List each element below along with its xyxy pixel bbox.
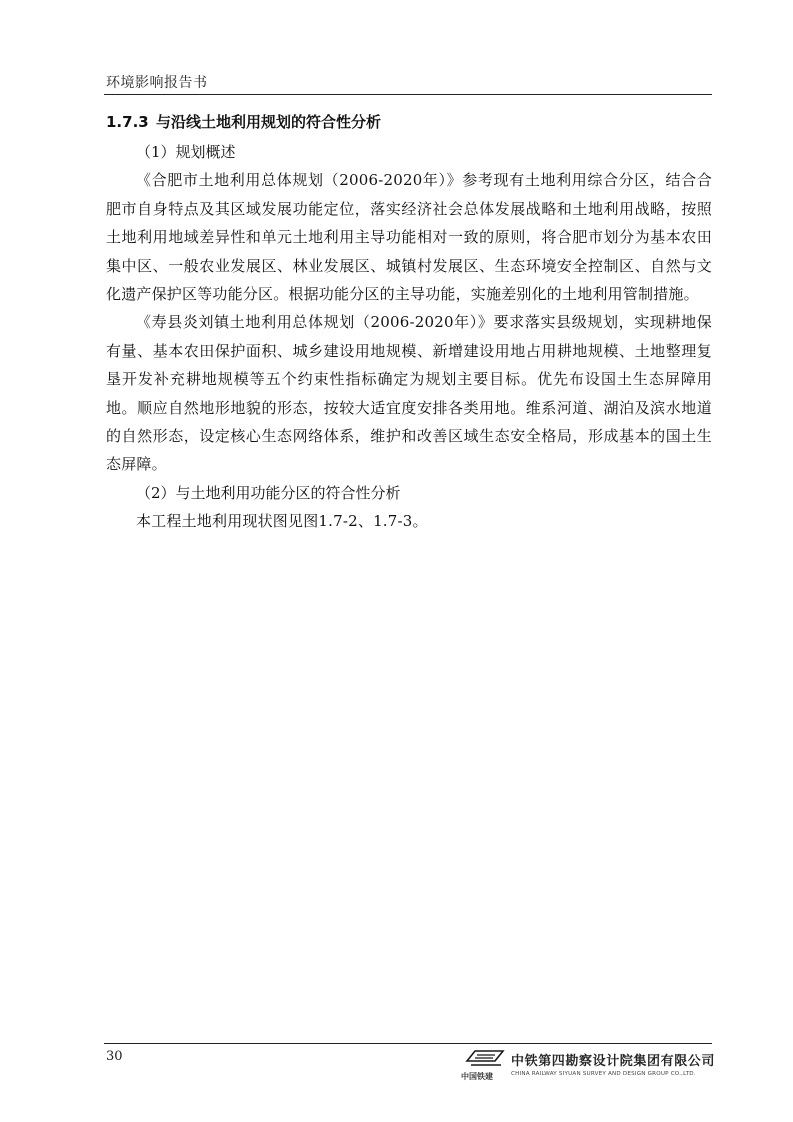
paragraph-figure-reference: 本工程土地利用现状图见图1.7-2、1.7-3。 [136, 512, 428, 531]
company-name-chinese: 中铁第四勘察设计院集团有限公司 [511, 1054, 716, 1069]
page-number: 30 [106, 1049, 123, 1064]
paragraph-hefei-plan: 《合肥市土地利用总体规划（2006-2020年）》参考现有土地利用综合分区，结合合肥市自身特点及其区域发展功能定位，落实经济社会总体发展战略和土地利用战略，按照土地利用地域差异性和单元土地利用主导功能相对一致的原则，将合肥市划分为基本农田集中区、一般农业发展区、林业发展区、城镇村发展区、生态环境安全控制区、自然与文化遗产保护区等功能分区。根据功能分区的主导功能，实施差别化的土地利用管制措施。 [106, 171, 712, 304]
crcc-logo-icon [465, 1047, 505, 1069]
paragraph-shouxian-plan: 《寿县炎刘镇土地利用总体规划（2006-2020年）》要求落实县级规划，实现耕地保有量、基本农田保护面积、城乡建设用地规模、新增建设用地占用耕地规模、土地整理复垦开发补充耕地规模等五个约束性指标确定为规划主要目标。优先布设国土生态屏障用地。顺应自然地形地貌的形态，按较大适宜度安排各类用地。维系河道、湖泊及滨水地道的自然形态，设定核心生态网络体系，维护和改善区域生态安全格局，形成基本的国土生态屏障。 [106, 313, 712, 474]
section-title: 与沿线土地利用规划的符合性分析 [156, 113, 382, 131]
section-heading [106, 108, 712, 136]
logo-caption: 中国铁建 [461, 1072, 493, 1081]
running-header-title: 环境影响报告书 [106, 75, 208, 91]
page-body [106, 108, 712, 536]
company-name-english: CHINA RAILWAY SIYUAN SURVEY AND DESIGN GROUP CO.,LTD. [511, 1071, 696, 1077]
subsection-heading-compliance: （2）与土地利用功能分区的符合性分析 [136, 483, 401, 502]
subsection-heading-overview: （1）规划概述 [136, 143, 236, 161]
footer-divider [104, 1043, 712, 1044]
header-divider [104, 94, 712, 95]
company-logo-block [461, 1047, 716, 1083]
section-number: 1.7.3 [106, 113, 149, 131]
